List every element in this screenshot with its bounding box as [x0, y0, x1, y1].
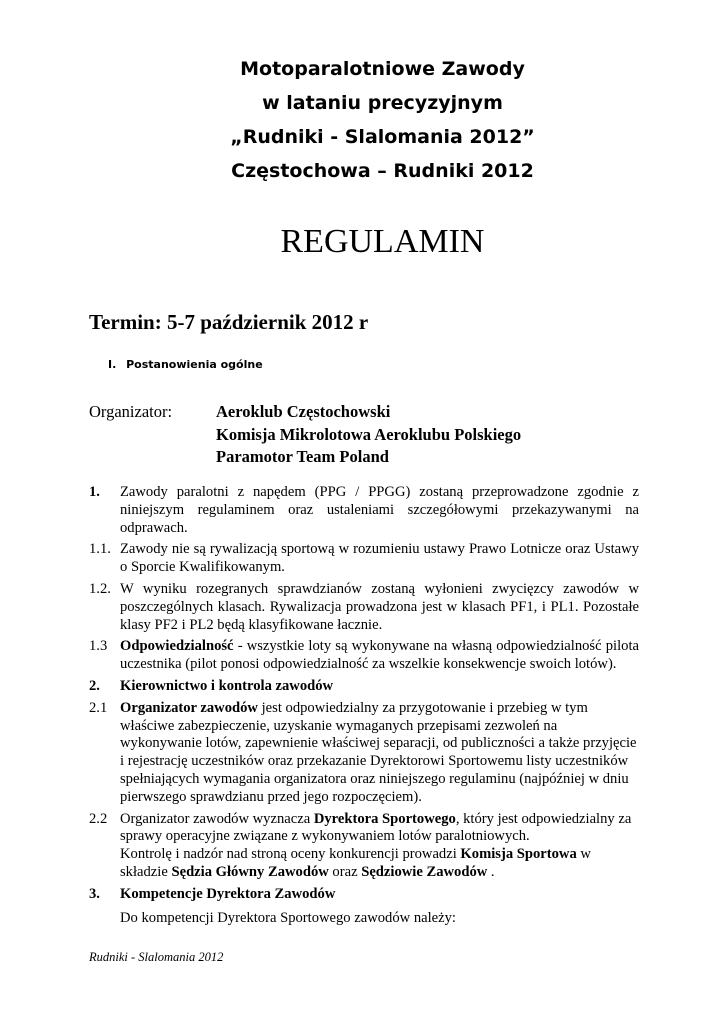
item-number: 1.1. — [89, 541, 111, 558]
document-header — [0, 52, 725, 188]
item-text-c: , który jest odpowiedzialny za sprawy operacyjne związane z wykonywaniem lotów paralotniowych. — [120, 810, 632, 845]
item-1 — [89, 484, 639, 537]
item-number: 2.2 — [89, 810, 108, 827]
section-number: I. — [108, 358, 117, 371]
organizer-list — [216, 401, 521, 469]
item-number: 1. — [89, 484, 100, 500]
item-bold-term: Odpowiedzialność — [120, 638, 234, 655]
item-bold-director: Dyrektora Sportowego — [313, 810, 456, 827]
item-2-2 — [89, 811, 639, 882]
item-text: W wyniku rozegranych sprawdzianów zostaną wyłonieni zwycięzcy zawodów w poszczególnych klasach. Rywalizacja prowadzona jest w klasach PF1, i PL1. Pozostałe klasy PF2 i PL2 będą klasyfikowane łacznie. — [120, 580, 639, 633]
organizer-line-2: Komisja Mikrolotowa Aeroklubu Polskiego — [216, 424, 522, 444]
item-bold-judges: Sędziowie Zawodów — [361, 863, 488, 880]
item-text-f: w składzie — [120, 846, 591, 880]
section-heading — [108, 358, 263, 371]
item-heading: Kompetencje Dyrektora Zawodów — [120, 885, 336, 902]
item-text-j: . — [487, 863, 495, 880]
item-2-heading — [89, 678, 639, 696]
organizer-line-1: Aeroklub Częstochowski — [216, 402, 391, 421]
item-number: 1.3 — [89, 638, 108, 655]
item-text — [120, 700, 639, 807]
item-text-rest: - wszystkie loty są wykonywane na własną odpowiedzialność pilota uczestnika (pilot ponosi odpowiedzialność za wszelkie konsekwencje swoich lotów). — [120, 638, 639, 673]
item-text: Zawody paralotni z napędem (PPG / PPGG) zostaną przeprowadzone zgodnie z niniejszym regulaminem oraz ustaleniami szczegółowymi przekazywanymi na odprawach. — [120, 484, 639, 536]
item-2-1 — [89, 700, 639, 807]
event-date: Termin: 5-7 październik 2012 r — [89, 310, 369, 334]
item-text — [120, 811, 639, 882]
item-text: Zawody nie są rywalizacją sportową w rozumieniu ustawy Prawo Lotnicze oraz Ustawy o Sporcie Kwalifikowanym. — [120, 541, 639, 576]
item-1-3 — [89, 638, 639, 674]
regulation-items — [89, 484, 639, 931]
item-text: Do kompetencji Dyrektora Sportowego zawodów należy: — [120, 909, 456, 926]
item-heading: Kierownictwo i kontrola zawodów — [120, 677, 334, 694]
header-line-3: „Rudniki - Slalomania 2012” — [230, 126, 535, 148]
item-text-rest: jest odpowiedzialny za przygotowanie i przebieg w tym właściwe zabezpieczenie, uzyskanie wymaganych przepisami zezwoleń na wykonywanie lotów, zapewnienie właściwej separacji, od publiczności a także przyjęcie i rejestrację uczestników oraz przekazanie Dyrektorowi Sportowemu listy uczestników spełniających wymagania organizatora oraz niniejszego regulaminu (najpóźniej w dniu pierwszego sprawdzianu przed jego rozpoczęciem). — [120, 699, 637, 805]
item-text-a: Organizator zawodów wyznacza — [120, 810, 314, 827]
item-3 — [89, 886, 639, 928]
section-label: Postanowienia ogólne — [126, 358, 263, 371]
header-line-4: Częstochowa – Rudniki 2012 — [231, 160, 534, 182]
item-text-d: Kontrolę i nadzór nad stroną oceny konkurencji prowadzi — [120, 846, 461, 863]
page-footer: Rudniki - Slalomania 2012 — [89, 950, 224, 964]
item-text-h: oraz — [328, 863, 362, 880]
item-number: 3. — [89, 885, 100, 902]
item-number: 2. — [89, 677, 100, 694]
item-number: 2.1 — [89, 699, 108, 716]
item-bold-commission: Komisja Sportowa — [460, 846, 577, 863]
document-title: REGULAMIN — [280, 223, 485, 260]
item-bold-chief-judge: Sędzia Główny Zawodów — [171, 863, 329, 880]
item-number: 1.2. — [89, 580, 111, 597]
item-text — [120, 638, 639, 674]
item-1-2 — [89, 581, 639, 634]
item-bold-term: Organizator zawodów — [120, 699, 258, 716]
header-line-2: w lataniu precyzyjnym — [262, 92, 503, 114]
item-1-1 — [89, 541, 639, 577]
header-line-1: Motoparalotniowe Zawody — [240, 58, 525, 80]
organizer-label: Organizator: — [89, 402, 173, 421]
organizer-line-3: Paramotor Team Poland — [216, 447, 389, 466]
